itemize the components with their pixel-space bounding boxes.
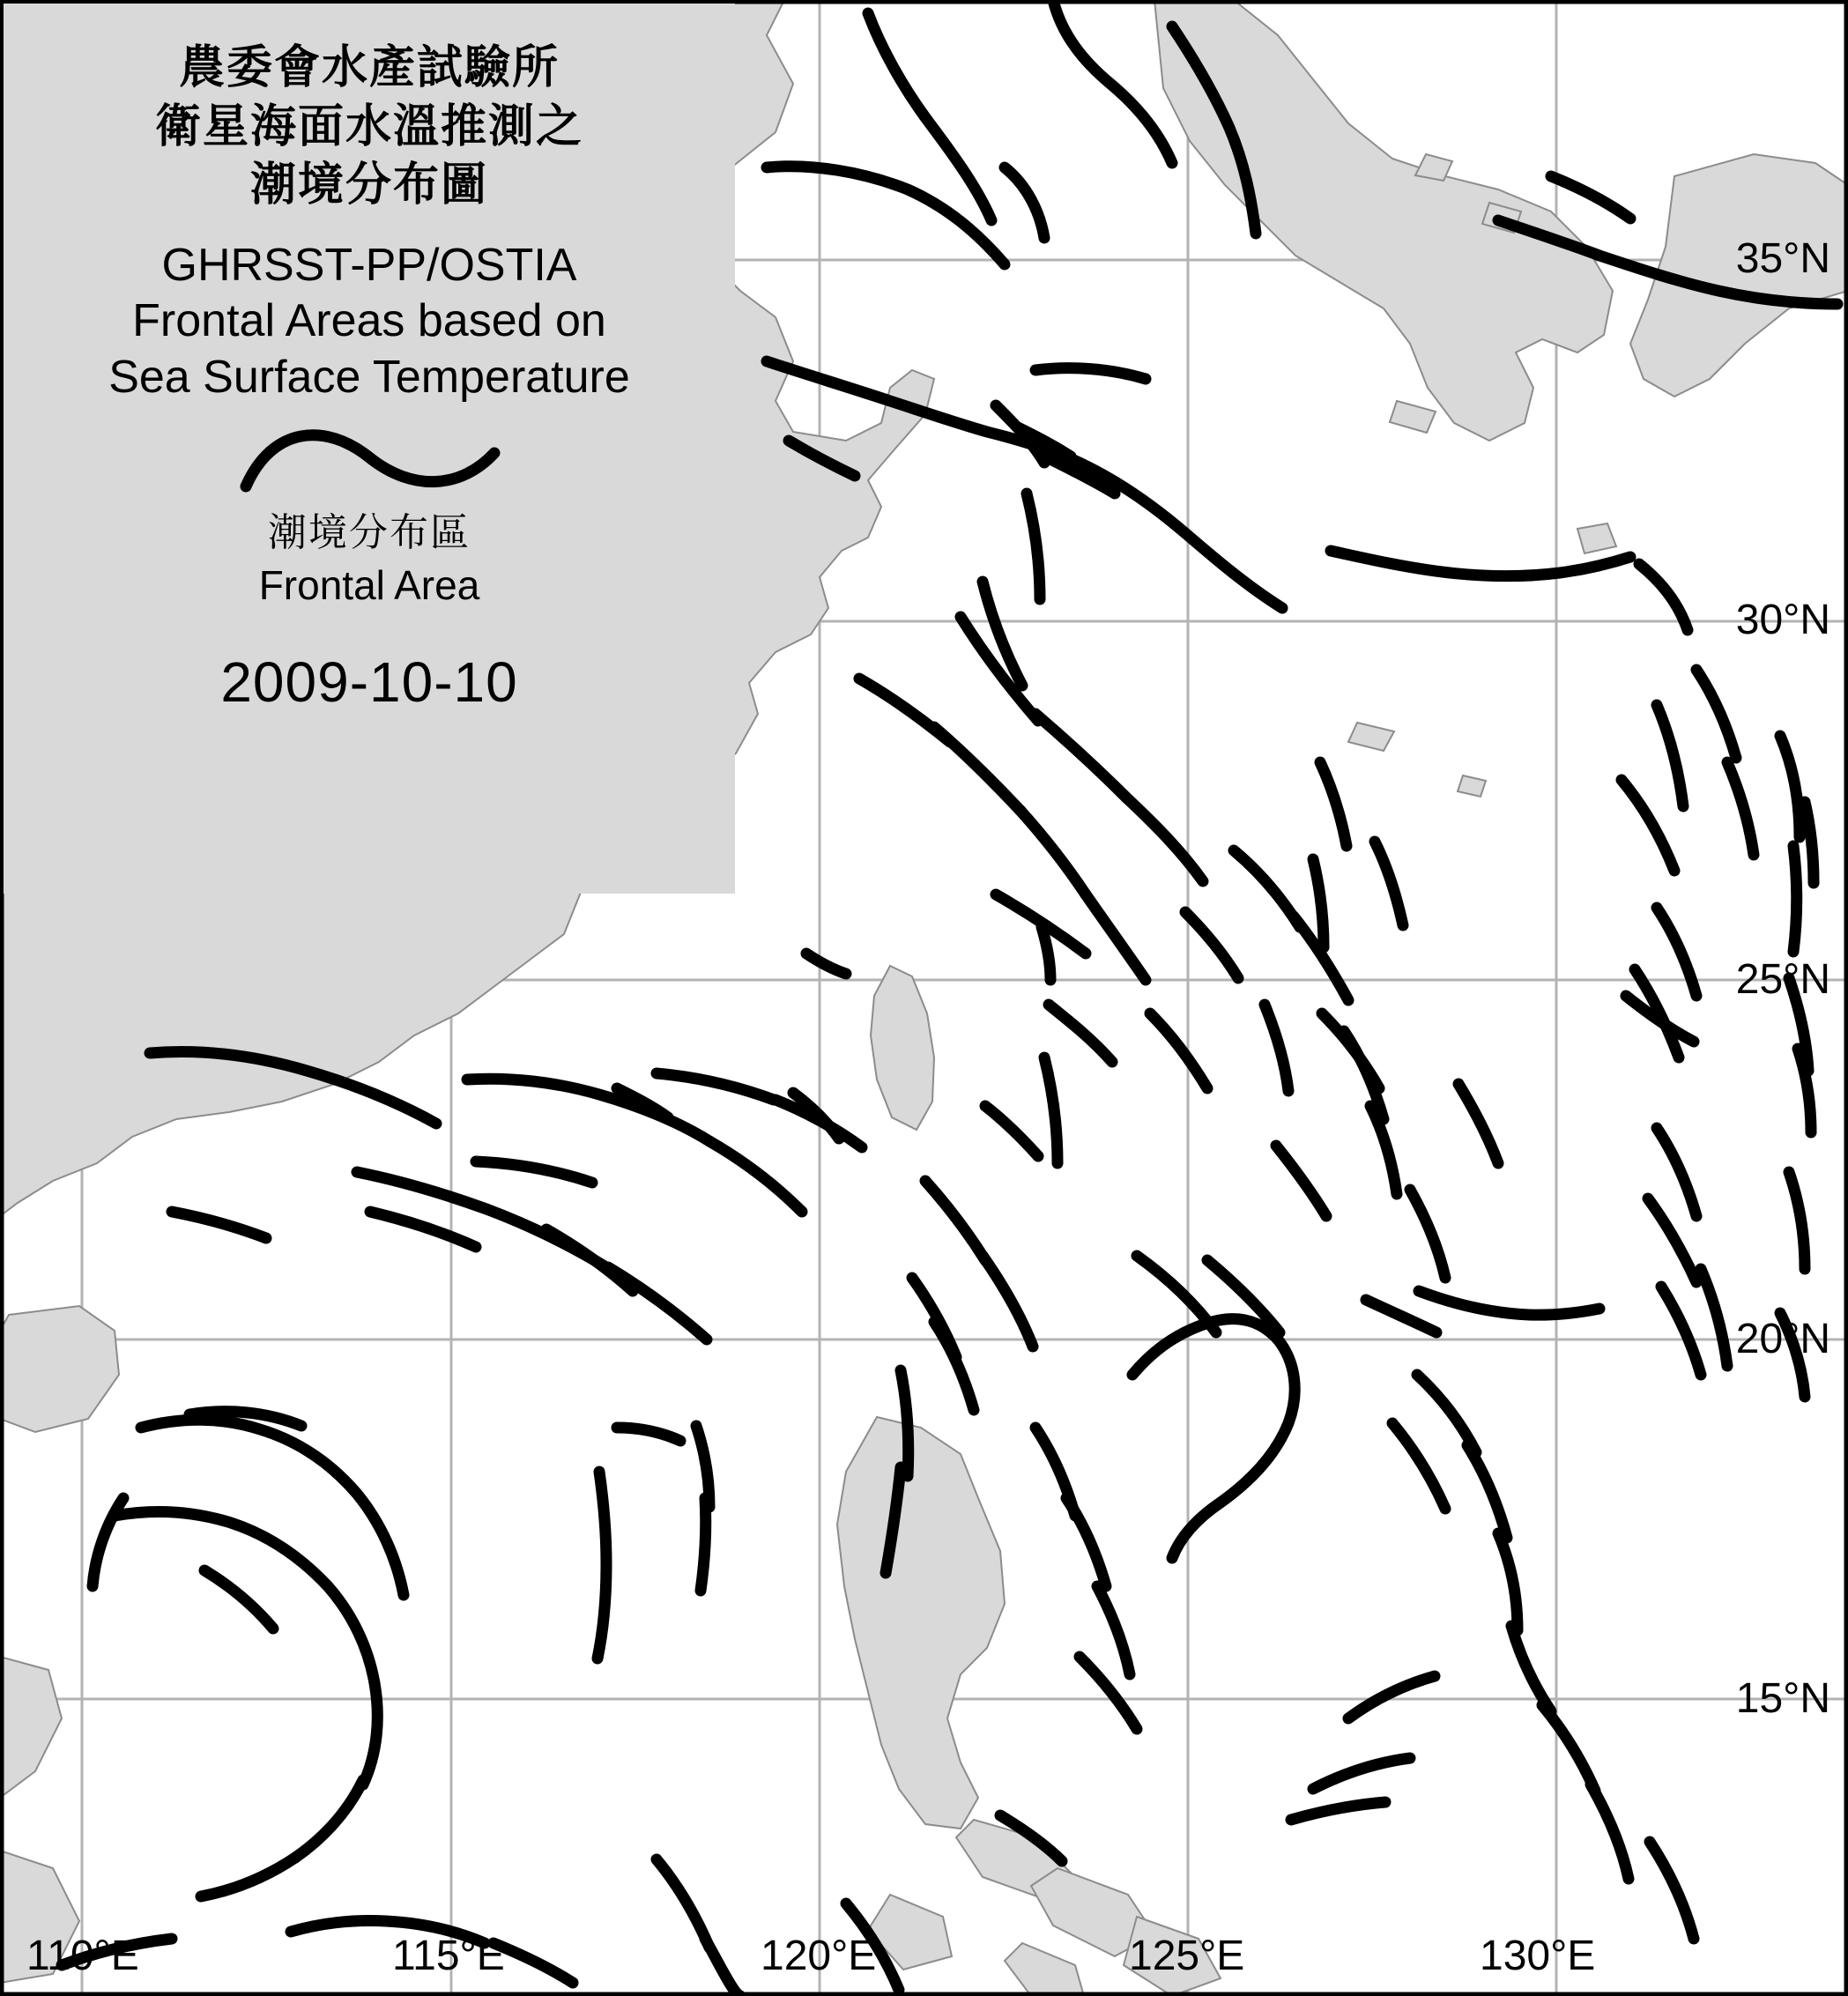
legend-title-cjk-line-2: 衛星海面水溫推測之	[154, 100, 583, 153]
lon-label-110e: 110°E	[26, 1933, 139, 1979]
lon-label-130e: 130°E	[1480, 1933, 1596, 1979]
lon-label-115e: 115°E	[392, 1933, 505, 1979]
legend-symbol-label-en: Frontal Area	[258, 561, 480, 608]
legend-symbol-label-cjk: 潮境分布區	[268, 509, 471, 555]
lat-label-20n: 20°N	[1735, 1316, 1830, 1362]
legend-title-cjk-line-3: 潮境分布圖	[249, 159, 488, 212]
lat-label-30n: 30°N	[1735, 597, 1830, 643]
legend-title-cjk-line-1: 農委會水產試驗所	[178, 41, 560, 94]
legend-title-en-line-2: Frontal Areas based on	[132, 295, 606, 347]
legend-title-en-line-3: Sea Surface Temperature	[108, 351, 630, 403]
lat-label-35n: 35°N	[1735, 235, 1830, 282]
lat-label-25n: 25°N	[1735, 956, 1830, 1003]
map-legend-panel	[4, 4, 735, 894]
legend-title-en	[4, 238, 735, 405]
legend-title-en-line-1: GHRSST-PP/OSTIA	[161, 239, 577, 291]
lat-label-15n: 15°N	[1735, 1675, 1830, 1722]
legend-title-cjk	[4, 39, 735, 215]
frontal-area-curve-icon	[4, 418, 735, 510]
map-date-label: 2009-10-10	[220, 650, 518, 715]
lon-label-125e: 125°E	[1129, 1933, 1245, 1979]
lon-label-120e: 120°E	[761, 1933, 877, 1979]
